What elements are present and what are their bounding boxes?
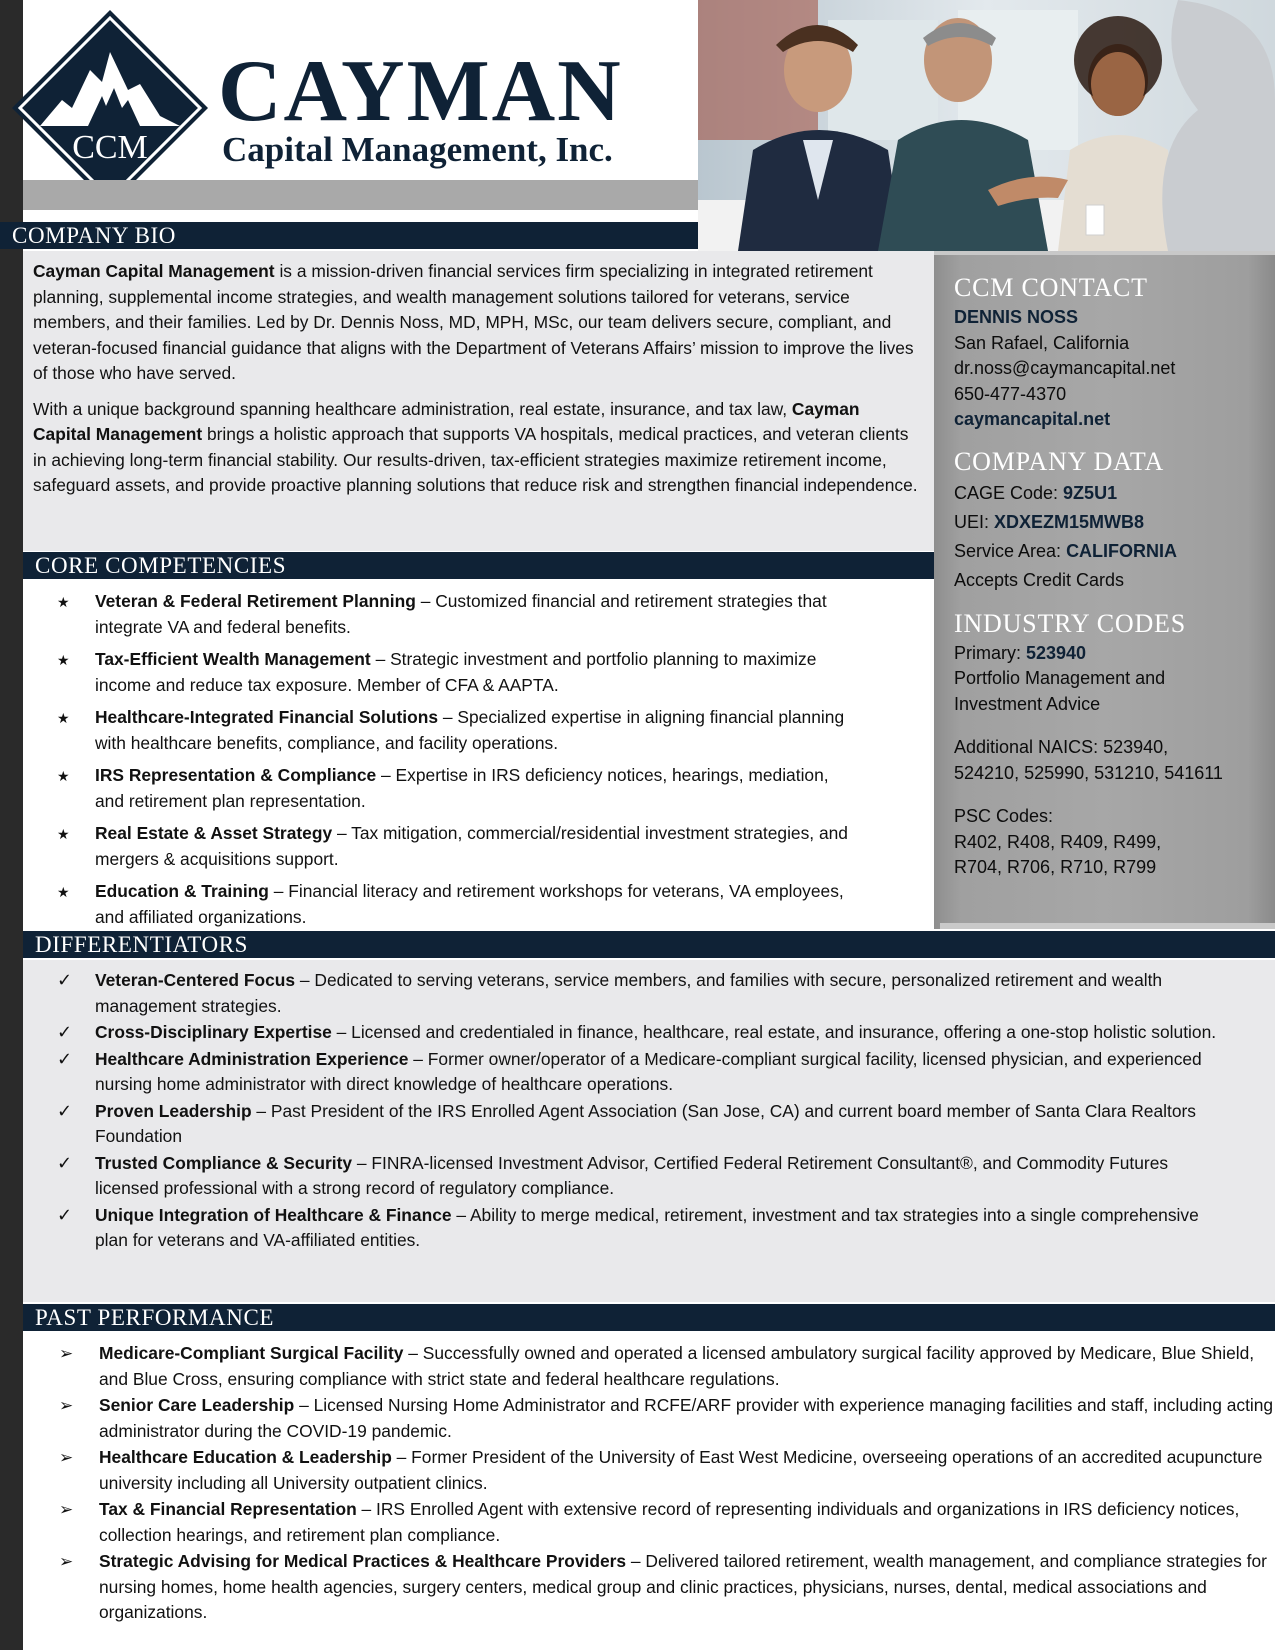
team-photo	[698, 0, 1275, 251]
list-item: ➢ Tax & Financial Representation – IRS Enrolled Agent with extensive record of representing individuals and organizations in IRS deficiency notices, collection hearings, and retirement plan compliance.	[59, 1497, 1275, 1548]
logo-emblem	[10, 8, 210, 208]
brand-name: CAYMAN	[218, 43, 623, 140]
contact-email[interactable]: dr.noss@caymancapital.net	[954, 358, 1176, 378]
list-item: ★ Real Estate & Asset Strategy – Tax mitigation, commercial/residential investment strategies, and mergers & acquisitions support.	[57, 821, 934, 872]
sidebar-panel	[934, 251, 1275, 929]
checkmark-icon: ✓	[57, 1048, 73, 1069]
list-item: ✓ Healthcare Administration Experience – Former owner/operator of a Medicare-compliant surgical facility, licensed physician, and experienced nursing home administrator with direct knowledge of healthcare operations.	[57, 1047, 1275, 1098]
psc-codes: R402, R408, R409, R499,	[954, 831, 1162, 852]
primary-naics-desc: Portfolio Management and	[954, 668, 1166, 688]
list-item: ★ Tax-Efficient Wealth Management – Strategic investment and portfolio planning to maximize income and reduce tax exposure. Member of CFA & AAPTA.	[57, 647, 934, 698]
contact-name: DENNIS NOSS	[954, 307, 1079, 327]
star-icon: ★	[57, 826, 70, 842]
primary-naics: Primary: 523940	[954, 642, 1087, 663]
arrowhead-icon: ➢	[59, 1448, 74, 1467]
list-item: ★ IRS Representation & Compliance – Expertise in IRS deficiency notices, hearings, mediation, and retirement plan representation.	[57, 763, 934, 814]
contact-website-link[interactable]: caymancapital.net	[954, 409, 1111, 429]
sidebar-heading-industry-codes: INDUSTRY CODES	[954, 608, 1186, 638]
list-item: ➢ Senior Care Leadership – Licensed Nursing Home Administrator and RCFE/ARF provider with experience managing facilities and staff, including acting administrator during the COVID-19 pandemic.	[59, 1393, 1275, 1444]
list-item: ★ Healthcare-Integrated Financial Solutions – Specialized expertise in aligning financial planning with healthcare benefits, compliance, and facility operations.	[57, 705, 934, 756]
list-item: ➢ Medicare-Compliant Surgical Facility – Successfully owned and operated a licensed ambulatory surgical facility approved by Medicare, Blue Shield, and Blue Cross, ensuring compliance with strict state and federal healthcare regulations.	[59, 1341, 1275, 1392]
differentiators-list	[23, 960, 1275, 1302]
arrowhead-icon: ➢	[59, 1500, 74, 1519]
core-competencies-list	[23, 581, 934, 929]
bio-paragraph-1: Cayman Capital Management is a mission-driven financial services firm specializing in integrated retirement planning, supplemental income strategies, and wealth management solutions tailored for veterans, service members, and their families. Led by Dr. Dennis Noss, MD, MPH, MSc, our team delivers secure, compliant, and veteran-focused financial guidance that aligns with the Department of Veterans Affairs’ mission to improve the lives of those who have served.	[33, 261, 914, 383]
section-heading-differentiators: DIFFERENTIATORS	[23, 931, 1275, 958]
section-heading-past-performance: PAST PERFORMANCE	[23, 1304, 1275, 1331]
checkmark-icon: ✓	[57, 1100, 73, 1121]
checkmark-icon: ✓	[57, 1152, 73, 1173]
credit-cards-note: Accepts Credit Cards	[954, 569, 1125, 590]
list-item: ✓ Trusted Compliance & Security – FINRA-licensed Investment Advisor, Certified Federal Retirement Consultant®, and Commodity Futures licensed professional with a strong record of regulatory compliance.	[57, 1151, 1275, 1202]
section-heading-core-competencies: CORE COMPETENCIES	[23, 552, 934, 579]
logo-letters: CCM	[72, 129, 148, 166]
additional-naics: Additional NAICS: 523940,	[954, 737, 1169, 757]
arrowhead-icon: ➢	[59, 1396, 74, 1415]
checkmark-icon: ✓	[57, 970, 73, 990]
list-item: ✓ Proven Leadership – Past President of the IRS Enrolled Agent Association (San Jose, CA) and current board member of Santa Clara Realtors Foundation	[57, 1099, 1275, 1150]
psc-codes-label: PSC Codes:	[954, 806, 1054, 826]
past-performance-list	[23, 1333, 1275, 1650]
sidebar-heading-company-data: COMPANY DATA	[954, 446, 1165, 476]
service-area: Service Area: CALIFORNIA	[954, 540, 1178, 561]
contact-phone[interactable]: 650-477-4370	[954, 383, 1067, 404]
list-item: ➢ Healthcare Education & Leadership – Former President of the University of East West Medicine, overseeing operations of an accredited acupuncture university including all University outpatient clinics.	[59, 1445, 1275, 1496]
uei-code: UEI: XDXEZM15MWB8	[954, 511, 1145, 532]
list-item: ★ Education & Training – Financial literacy and retirement workshops for veterans, VA employees, and affiliated organizations.	[57, 879, 934, 930]
list-item: ➢ Strategic Advising for Medical Practices & Healthcare Providers – Delivered tailored retirement, wealth management, and compliance strategies for nursing homes, home health agencies, surgery centers, medical group and clinic practices, physicians, nurses, dental, medical associations and organizations.	[59, 1549, 1275, 1626]
checkmark-icon: ✓	[57, 1022, 73, 1042]
additional-naics: 524210, 525990, 531210, 541611	[954, 762, 1223, 783]
star-icon: ★	[57, 884, 70, 900]
star-icon: ★	[57, 594, 70, 610]
star-icon: ★	[57, 768, 70, 784]
sidebar-heading-contact: CCM CONTACT	[954, 273, 1148, 302]
arrowhead-icon: ➢	[59, 1344, 74, 1363]
section-heading-company-bio: COMPANY BIO	[0, 222, 698, 249]
brand-subtitle: Capital Management, Inc.	[222, 130, 613, 169]
header-gray-band	[23, 180, 698, 210]
company-bio-panel	[23, 251, 934, 551]
primary-naics-desc: Investment Advice	[954, 693, 1101, 714]
bio-paragraph-2: With a unique background spanning healthcare administration, real estate, insurance, and tax law, Cayman Capital Management brings a holistic approach that supports VA hospitals, medical practices, and veteran clients in achieving long-term financial stability. Our results-driven, tax-efficient strategies maximize retirement income, safeguard assets, and provide proactive planning solutions that reduce risk and strengthen financial independence.	[33, 398, 918, 495]
psc-codes: R704, R706, R710, R799	[954, 857, 1157, 877]
star-icon: ★	[57, 710, 70, 726]
arrowhead-icon: ➢	[59, 1552, 74, 1571]
list-item: ✓ Cross-Disciplinary Expertise – Licensed and credentialed in finance, healthcare, real estate, and insurance, offering a one-stop holistic solution.	[57, 1020, 1275, 1046]
star-icon: ★	[57, 652, 70, 668]
checkmark-icon: ✓	[57, 1204, 73, 1225]
list-item: ✓ Unique Integration of Healthcare & Finance – Ability to merge medical, retirement, investment and tax strategies into a single comprehensive plan for veterans and VA-affiliated entities.	[57, 1203, 1275, 1254]
contact-location: San Rafael, California	[954, 332, 1130, 353]
list-item: ✓ Veteran-Centered Focus – Dedicated to serving veterans, service members, and families with secure, personalized retirement and wealth management strategies.	[57, 968, 1275, 1019]
cage-code: CAGE Code: 9Z5U1	[954, 482, 1118, 503]
list-item: ★ Veteran & Federal Retirement Planning – Customized financial and retirement strategies that integrate VA and federal benefits.	[57, 589, 934, 640]
